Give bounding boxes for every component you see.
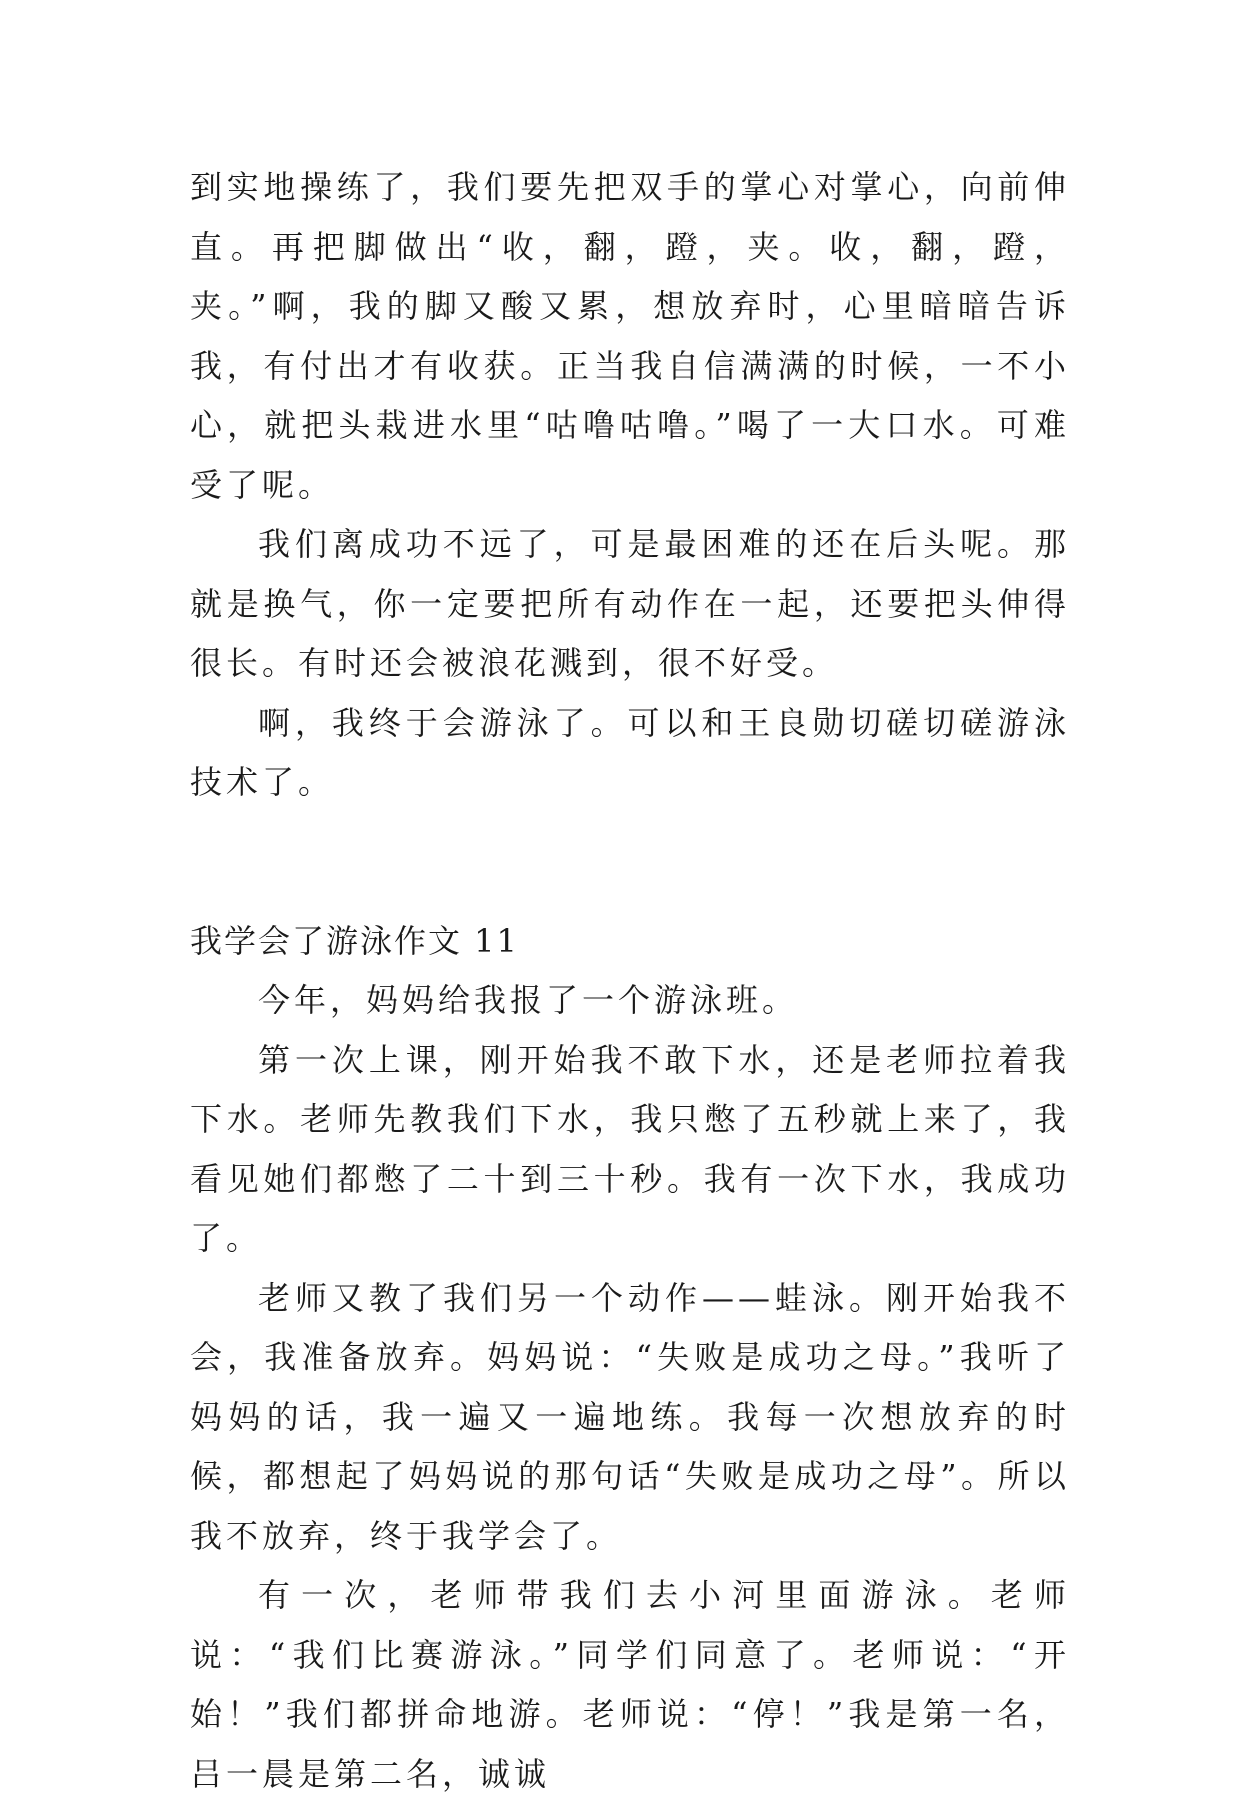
paragraph: 我们离成功不远了，可是最困难的还在后头呢。那就是换气，你一定要把所有动作在一起，还要把头伸得很长。有时还会被浪花溅到，很不好受。 <box>190 525 1070 682</box>
paragraph: 老师又教了我们另一个动作——蛙泳。刚开始我不会，我准备放弃。妈妈说：“失败是成功之母。”我听了妈妈的话，我一遍又一遍地练。我每一次想放弃的时候，都想起了妈妈说的那句话“失败是成功之母”。所以我不放弃，终于我学会了。 <box>190 1278 1070 1555</box>
paragraph: 有一次，老师带我们去小河里面游泳。老师说：“我们比赛游泳。”同学们同意了。老师说：“开始！”我们都拼命地游。老师说：“停！”我是第一名，吕一晨是第二名，诚诚 <box>190 1576 1070 1793</box>
document-body <box>190 158 1070 1804</box>
paragraph: 第一次上课，刚开始我不敢下水，还是老师拉着我下水。老师先教我们下水，我只憋了五秒就上来了，我看见她们都憋了二十到三十秒。我有一次下水，我成功了。 <box>190 1040 1070 1257</box>
paragraph: 啊，我终于会游泳了。可以和王良勋切磋切磋游泳技术了。 <box>190 703 1070 801</box>
paragraph: 今年，妈妈给我报了一个游泳班。 <box>258 981 799 1019</box>
essay-title: 我学会了游泳作文 11 <box>190 921 519 960</box>
section-gap <box>190 813 1070 912</box>
paragraph-continued: 到实地操练了，我们要先把双手的掌心对掌心，向前伸直。再把脚做出“收，翻，蹬，夹。收，翻，蹬，夹。”啊，我的脚又酸又累，想放弃时，心里暗暗告诉我，有付出才有收获。正当我自信满满的时候，一不小心，就把头栽进水里“咕噜咕噜。”喝了一大口水。可难受了呢。 <box>190 168 1070 504</box>
